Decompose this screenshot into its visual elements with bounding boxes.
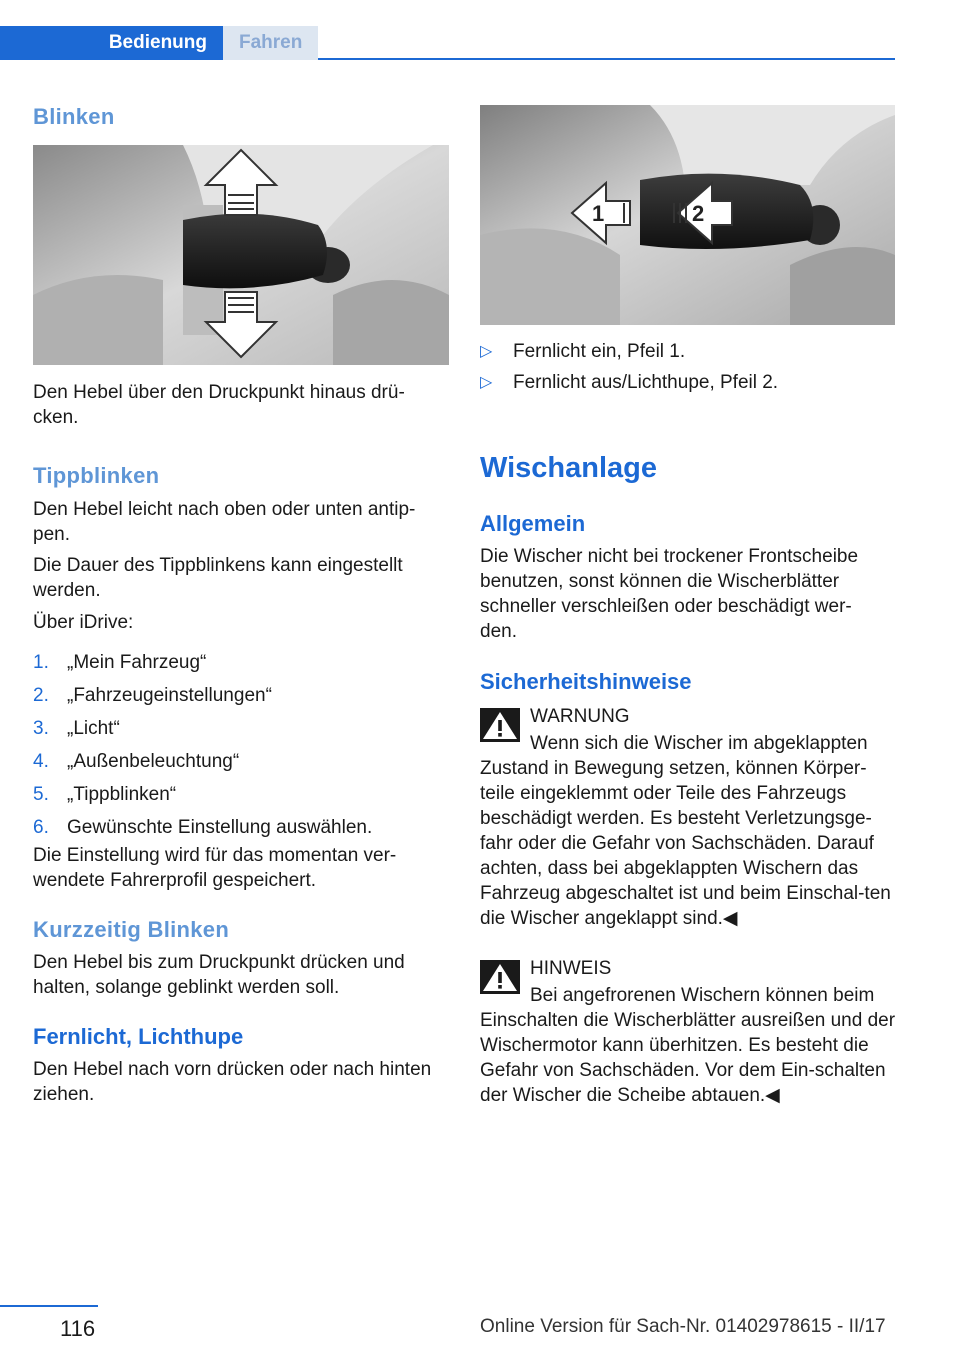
heading-allgemein: Allgemein [480, 511, 586, 536]
list-item: 5. „Tippblinken“ [33, 784, 177, 805]
list-item: 3. „Licht“ [33, 718, 120, 739]
page-number: 116 [60, 1316, 96, 1341]
triangle-bullet-icon: ▷ [480, 374, 493, 391]
warning-box [480, 706, 896, 936]
fern-text: Den Hebel nach vorn drücken oder nach hinten ziehen. [33, 1059, 432, 1105]
allgemein-text: Die Wischer nicht bei trockener Frontscheibe benutzen, sonst können die Wischerblätter schneller verschleißen oder beschädigt wer- den. [480, 546, 859, 642]
footer-rule [0, 1305, 98, 1307]
arrow-label-2: 2 [692, 201, 705, 226]
heading-sicherheitshinweise: Sicherheitshinweise [480, 669, 692, 694]
blinken-text: Den Hebel über den Druckpunkt hinaus drü- cken. [33, 382, 405, 428]
figure-high-beam-lever [480, 105, 895, 325]
heading-wischanlage: Wischanlage [480, 452, 658, 484]
figure-turn-signal-lever [33, 145, 449, 365]
kurz-text: Den Hebel bis zum Druckpunkt drücken und halten, solange geblinkt werden soll. [33, 952, 405, 998]
tab-fahren[interactable]: Fahren [223, 26, 318, 60]
list-item: 2. „Fahrzeugeinstellungen“ [33, 685, 272, 706]
list-item: 1. „Mein Fahrzeug“ [33, 652, 207, 673]
warning-text: Wenn sich die Wischer im abgeklappten Zustand in Bewegung setzen, können Körper-teile eingeklemmt oder Teile des Fahrzeugs beschädigt werden. Es besteht Verletzungsge-fahr oder die Gefahr von Sachschäden. Darauf achten, dass bei abgeklappten Wischern das Fahrzeug abgeschaltet ist und beim Einschal-ten die Wischer angeklappt sind.◀ [480, 733, 891, 929]
idrive-text: Über iDrive: [33, 612, 134, 633]
tab-bedienung[interactable]: Bedienung [0, 26, 223, 60]
triangle-bullet-icon: ▷ [480, 343, 493, 360]
lever-illustration [33, 145, 449, 365]
notice-box [480, 958, 896, 1118]
heading-tippblinken: Tippblinken [33, 463, 160, 488]
dauer-text: Die Dauer des Tippblinkens kann eingestellt werden. [33, 555, 403, 601]
lever-illustration [480, 105, 895, 325]
heading-kurzzeitig-blinken: Kurzzeitig Blinken [33, 917, 230, 942]
profil-text: Die Einstellung wird für das momentan ver- wendete Fahrerprofil gespeichert. [33, 845, 397, 891]
tipp-text: Den Hebel leicht nach oben oder unten antip- pen. [33, 499, 416, 545]
list-item: ▷ Fernlicht ein, Pfeil 1. [480, 341, 686, 362]
online-version-text: Online Version für Sach-Nr. 01402978615 - II/17 [480, 1316, 886, 1337]
heading-fernlicht-lichthupe: Fernlicht, Lichthupe [33, 1024, 244, 1049]
list-item: 4. „Außenbeleuchtung“ [33, 751, 240, 772]
idrive-steps [33, 650, 449, 848]
heading-blinken: Blinken [33, 104, 115, 129]
chapter-tabs [0, 26, 895, 60]
warning-title: WARNUNG [530, 706, 630, 727]
arrow-label-1: 1 [592, 201, 605, 226]
notice-text: Bei angefrorenen Wischern können beim Einschalten die Wischerblätter ausreißen und der Wischermotor kann überhitzen. Es besteht die Gefahr von Sachschäden. Vor dem Ein-schalten der Wischer die Scheibe abtauen.◀ [480, 985, 896, 1106]
notice-title: HINWEIS [530, 958, 612, 979]
list-item: 6. Gewünschte Einstellung auswählen. [33, 817, 373, 838]
fernlicht-list [480, 339, 896, 401]
list-item: ▷ Fernlicht aus/Lichthupe, Pfeil 2. [480, 372, 779, 393]
